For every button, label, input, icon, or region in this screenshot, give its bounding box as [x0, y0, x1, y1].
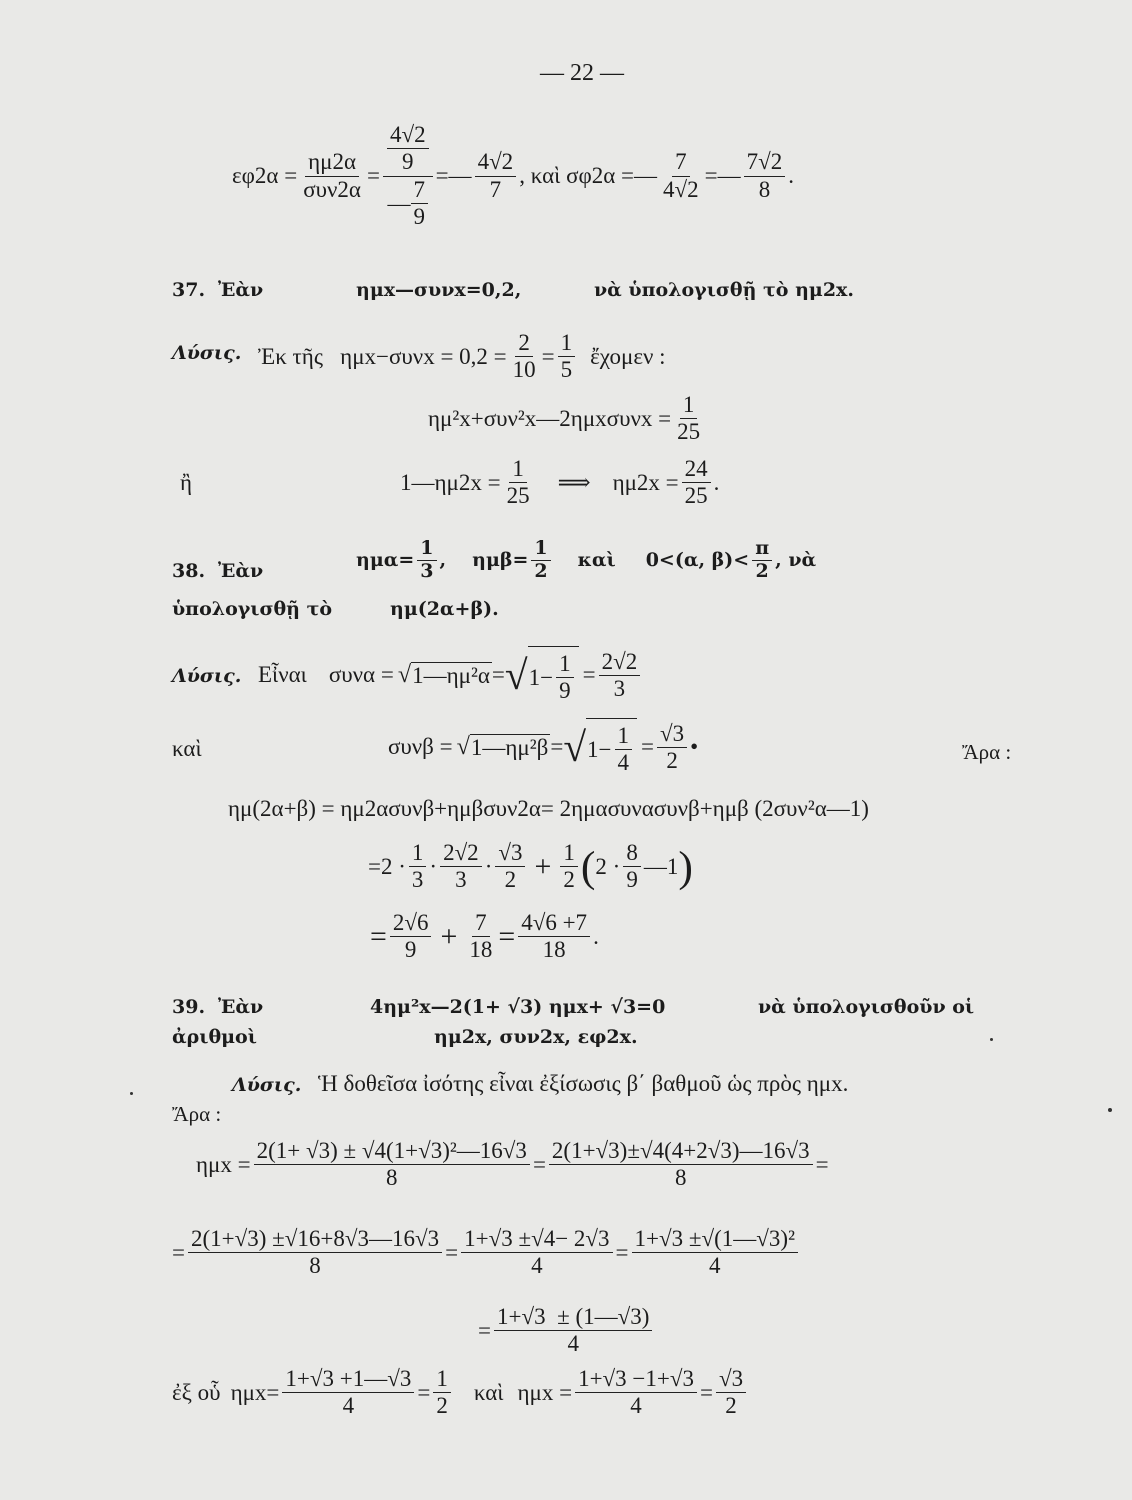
fraction	[390, 910, 432, 964]
fraction	[300, 149, 364, 203]
denominator: 7	[489, 176, 502, 202]
implies-arrow: ⟹	[557, 469, 591, 495]
scan-speck	[1108, 1108, 1112, 1112]
fraction	[632, 1226, 798, 1280]
numerator: 1	[556, 651, 574, 678]
solution-38-cos-b: συνβ = √ 1—ημ²β = √ 1− $\frac{1}{4}$ = $\frac{√3}{2}$ •	[388, 718, 698, 777]
therefore-word: Ἄρα :	[962, 740, 1012, 764]
equation-text: ημ2x =	[612, 469, 679, 495]
fraction	[657, 721, 687, 775]
fraction	[254, 1138, 530, 1192]
fraction	[466, 910, 495, 964]
denominator: 8	[309, 1253, 321, 1279]
numerator: 2(1+√3) ±√16+8√3—16√3	[188, 1226, 442, 1253]
fraction	[510, 330, 539, 384]
radicand	[586, 718, 637, 777]
fraction	[599, 649, 641, 703]
numerator: 1+√3 ±√4− 2√3	[461, 1226, 612, 1253]
numerator: 1	[615, 723, 633, 750]
numerator: 1	[560, 840, 578, 867]
numerator: 2√6	[390, 910, 432, 937]
solution-39-line2: = $\frac{2(1+√3) \pm√16+8√3—16√3}{8}$ = $\frac{1+√3 \pm√4- 2√3}{4}$ = $\frac{\text{1+√3 ±√(1—√3)²}}{4}$	[172, 1226, 801, 1280]
problem-38-if: Ἐὰν	[218, 560, 264, 582]
denominator: 8	[386, 1165, 398, 1191]
numerator: 1+√3 −1+√3	[575, 1366, 697, 1393]
numerator: 7	[472, 910, 490, 937]
numerator: 7	[672, 149, 690, 176]
fraction	[411, 177, 429, 231]
denominator: 4	[617, 750, 630, 776]
solution-38-cos-a: Εἶναι συνα = √ 1—ημ²α = √ 1− $\frac{1}{9}$ = $\frac{2√2}{3}$	[258, 646, 643, 705]
fraction	[752, 538, 772, 583]
denominator: 4	[630, 1393, 642, 1419]
fraction	[623, 840, 641, 894]
fraction	[387, 122, 429, 176]
problem-38-number: 38.	[172, 560, 206, 582]
denominator: 4√2	[663, 176, 699, 202]
denominator: 8	[758, 176, 771, 202]
scan-speck	[130, 1092, 133, 1095]
denominator: 2	[504, 867, 517, 893]
denominator: 9	[626, 867, 638, 893]
numerator: 1	[531, 538, 550, 561]
problem-38-given: ημα= $\frac{1}{3}$ , ημβ= $\frac{1}{2}$ καὶ 0<(α, β)< $\frac{\pi}{2}$ , νὰ	[356, 537, 817, 582]
fraction	[433, 1366, 451, 1420]
numerator: 24	[682, 456, 711, 483]
numerator: 1	[558, 330, 576, 357]
problem-37-number: 37.	[172, 279, 206, 301]
equation-text: Ἐκ τῆς ημx−συνx = 0,2 =	[258, 343, 507, 369]
numerator: 1	[409, 840, 427, 867]
numerator: 1+√3 ±√(1—√3)²	[632, 1226, 798, 1253]
term: 1−	[528, 664, 554, 690]
equation-text: ημx =	[196, 1151, 251, 1177]
problem-38-line2b: ημ(2α+β).	[390, 598, 499, 620]
equation-text: συνα =	[328, 662, 394, 688]
numerator: 2(1+ √3) ± √4(1+√3)²—16√3	[254, 1138, 530, 1165]
denominator: 8	[675, 1165, 687, 1191]
solution-39-line1: ημx = $\frac{\text{2(1+ √3) ± √4(1+√3)²—16√3}}{8}$ = $\frac{2(1+√3)\pm√4(4+2√3)—16√3}{8}$ =	[196, 1138, 829, 1191]
equation-text: συνβ =	[388, 734, 453, 760]
problem-39-ask: νὰ ὑπολογισθοῦν οἱ	[758, 996, 975, 1018]
and-word: καὶ	[473, 1379, 504, 1405]
denominator: 4	[709, 1253, 721, 1279]
numerator: √3	[716, 1366, 746, 1393]
fraction	[615, 723, 633, 777]
fraction	[716, 1366, 746, 1420]
fraction	[417, 538, 436, 583]
solution-39-text: Ἡ δοθεῖσα ἰσότης εἶναι ἐξίσωσις β΄ βαθμοῦ ὡς πρὸς ημx.	[318, 1071, 849, 1096]
scan-speck	[990, 1038, 993, 1041]
denominator: 5	[560, 357, 573, 383]
fraction	[558, 330, 576, 384]
compound-numerator	[383, 122, 433, 177]
denominator: 4	[342, 1393, 355, 1419]
page-number: — 22 —	[540, 60, 624, 86]
numerator: √3	[495, 840, 525, 867]
radicand	[528, 646, 579, 705]
denominator: 9	[402, 149, 414, 175]
eq-lhs: εφ2α =	[232, 163, 298, 189]
denominator: 3	[411, 867, 424, 893]
denominator: 2	[755, 559, 769, 582]
denominator: 25	[684, 483, 708, 509]
solution-38-label: Λύσις.	[172, 665, 242, 687]
fraction	[409, 840, 427, 894]
fraction	[495, 840, 525, 894]
equation-text: ημx =	[517, 1379, 573, 1405]
equation-text: 2 ·	[595, 853, 621, 879]
given-b: ημβ=	[472, 549, 529, 572]
therefore-word: Ἄρα :	[172, 1102, 222, 1126]
denominator: 3	[613, 675, 626, 701]
solution-38-line3: = $\frac{2√6}{9}$ + $\frac{7}{18}$ = $\frac{4√6 +7}{18}$ .	[370, 910, 599, 963]
denominator: 9	[559, 678, 571, 704]
denominator: 10	[512, 357, 536, 383]
denominator: 9	[404, 937, 417, 963]
problem-37-given: ημx—συνx=0,2,	[356, 279, 522, 301]
and-word: καὶ	[172, 736, 202, 761]
problem-39-line2a: ἀριθμοὶ	[172, 1026, 257, 1048]
denominator: 2	[534, 559, 548, 582]
equation-tan2a: εφ2α = $\frac{\eta\mu 2\alpha}{\text{συν2α}}$ = $\frac{4√2}{9}$ — $\frac{7}{9}$ =— $\frac{4√2}{7}$ , καὶ σφ2α =— $\frac{7}{4√2}$ =— $\frac{7√2}{8}$ .	[232, 122, 794, 230]
problem-39-if: Ἐὰν	[218, 996, 264, 1018]
denominator: 2	[666, 747, 678, 773]
fraction	[674, 392, 703, 446]
numerator: 2(1+√3)±√4(4+2√3)—16√3	[549, 1138, 813, 1165]
compound-fraction	[383, 122, 433, 231]
equation-text: ημ²x+συν²x—2ημxσυνx =	[428, 405, 672, 431]
numerator: 4√2	[475, 149, 517, 176]
is-word: Εἶναι	[258, 662, 307, 688]
fraction	[682, 456, 711, 510]
numerator: 1	[433, 1366, 451, 1393]
equation-text: —1	[643, 853, 679, 879]
solution-38-line2: =2 · $\frac{1}{3}$ · $\frac{2√2}{3}$ · $\frac{√3}{2}$ + $\frac{1}{2}$ ( 2 · $\frac{8}{9}$ —1 )	[368, 840, 693, 893]
denominator: 2	[563, 867, 575, 893]
solution-39-line3: = $\frac{1+√3 \pm (1—√3)}{4}$	[478, 1304, 655, 1358]
problem-39-line2b: ημ2x, συν2x, εφ2x.	[434, 1026, 638, 1048]
numerator: π	[752, 538, 772, 561]
term: 1−	[587, 736, 612, 762]
denominator: 2	[725, 1393, 737, 1419]
numerator: 2√2	[440, 840, 482, 867]
denominator: συν2α	[303, 176, 361, 202]
condition: 0<(α, β)<	[645, 549, 750, 572]
numerator: 1+√3 +1—√3	[282, 1366, 414, 1393]
denominator: 3	[455, 867, 467, 893]
numerator: √3	[657, 721, 687, 748]
denominator: 25	[677, 419, 701, 445]
numerator: 2√2	[599, 649, 641, 676]
fraction	[549, 1138, 813, 1192]
fraction	[518, 910, 590, 964]
problem-38-line2a: ὑπολογισθῇ τὸ	[172, 598, 333, 620]
fraction	[560, 840, 578, 894]
numerator: 7√2	[744, 149, 786, 176]
equation-text: 1—ημ2x =	[400, 469, 501, 495]
fraction	[531, 538, 550, 583]
numerator: 1	[509, 456, 527, 483]
fraction	[494, 1304, 652, 1358]
denominator: 9	[413, 204, 426, 230]
fraction	[660, 149, 702, 203]
equation-text: =2 ·	[368, 853, 406, 879]
denominator: 2	[436, 1393, 448, 1419]
denominator: 18	[469, 937, 493, 963]
compound-denominator: — $\frac{7}{9}$	[388, 177, 429, 231]
fraction	[744, 149, 786, 203]
solution-37-line1: Ἐκ τῆς ημx−συνx = 0,2 = $\frac{2}{10}$ = $\frac{1}{5}$ ἔχομεν :	[258, 330, 666, 383]
fraction	[556, 651, 574, 705]
fraction	[475, 149, 517, 203]
solution-39-results: ἐξ οὗ ημx= $\frac{1+√3 +1—√3}{4}$ = $\frac{1}{2}$ καὶ ημx = $\frac{1+√3 -1+√3}{4}$ = $\frac{√3}{2}$	[172, 1366, 749, 1420]
fraction	[282, 1366, 414, 1420]
equation-text: ημx=	[230, 1379, 280, 1405]
or-word: ἢ	[180, 470, 193, 495]
problem-37-if: Ἐὰν	[218, 279, 264, 301]
denominator: 3	[420, 559, 434, 582]
numerator: 7	[411, 177, 429, 204]
fraction	[504, 456, 533, 510]
fraction	[461, 1226, 612, 1280]
given-a: ημα=	[356, 549, 415, 572]
numerator: 4√2	[387, 122, 429, 149]
fraction	[575, 1366, 697, 1420]
solution-37-label: Λύσις.	[172, 342, 242, 364]
na-word: , νὰ	[775, 549, 817, 572]
radicand: 1—ημ²β	[470, 734, 549, 760]
denominator: 18	[542, 937, 566, 963]
numerator: 2	[515, 330, 533, 357]
radicand: 1—ημ²α	[412, 662, 490, 688]
denominator: 25	[506, 483, 530, 509]
numerator: 8	[623, 840, 641, 867]
solution-39-label: Λύσις.	[232, 1074, 302, 1096]
and-cot-label: , καὶ σφ2α =—	[519, 163, 658, 189]
solution-37-line3: 1—ημ2x = $\frac{1}{25}$ ⟹ ημ2x = $\frac{24}{25}$ .	[400, 456, 720, 509]
numerator: ημ2α	[305, 149, 359, 176]
numerator: 1+√3 ± (1—√3)	[494, 1304, 652, 1331]
denominator: 4	[567, 1331, 579, 1357]
solution-37-line2	[428, 392, 706, 446]
fraction	[188, 1226, 442, 1280]
numerator: 4√6 +7	[518, 910, 590, 937]
numerator: 1	[417, 538, 436, 561]
problem-39-equation: 4ημ²x—2(1+ √3) ημx+ √3=0	[370, 996, 666, 1018]
numerator: 1	[680, 392, 698, 419]
from-which: ἐξ οὗ	[172, 1379, 221, 1405]
problem-39-number: 39.	[172, 996, 206, 1018]
solution-38-expand: ημ(2α+β) = ημ2ασυνβ+ημβσυν2α= 2ημασυνασυνβ+ημβ (2συν²α—1)	[228, 796, 869, 821]
have-text: ἔχομεν :	[590, 343, 666, 369]
and-word: καὶ	[577, 549, 616, 572]
fraction	[440, 840, 482, 894]
denominator: 4	[531, 1253, 543, 1279]
problem-37-ask: νὰ ὑπολογισθῇ τὸ ημ2x.	[594, 279, 854, 301]
